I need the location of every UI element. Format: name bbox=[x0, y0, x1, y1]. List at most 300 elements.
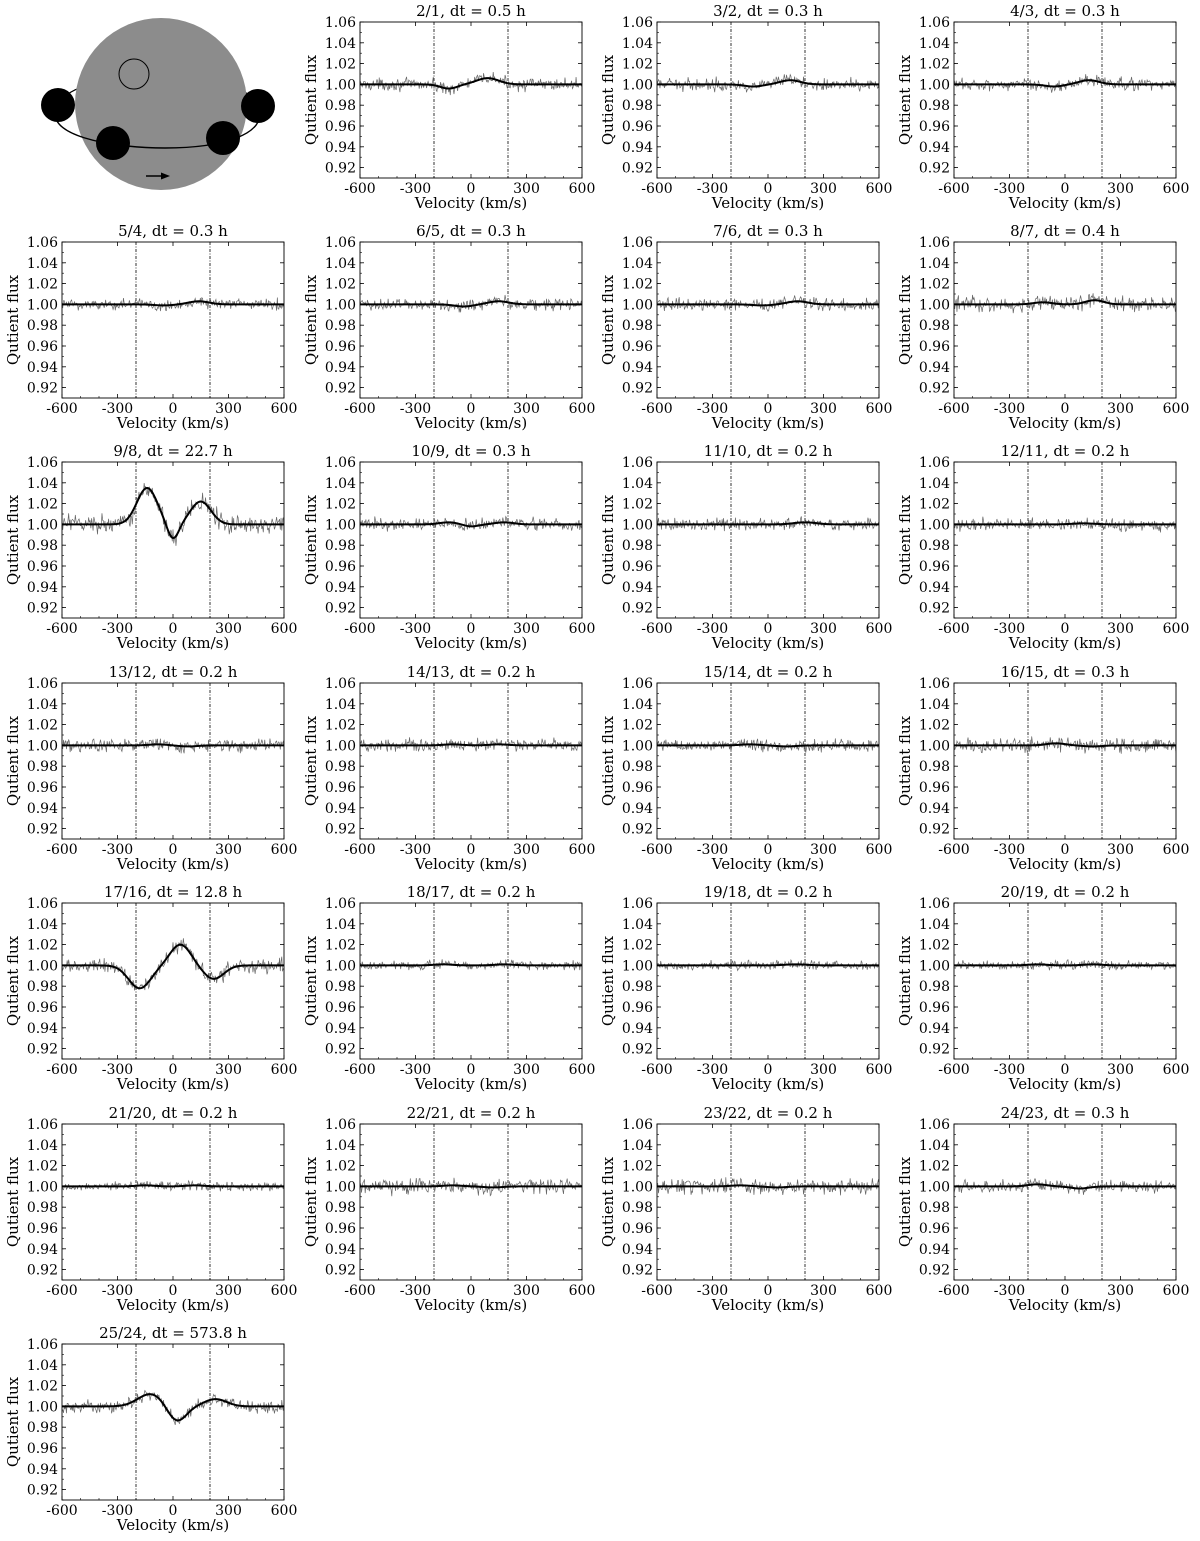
y-tick-label: 1.00 bbox=[26, 297, 58, 314]
x-tick-label: 300 bbox=[215, 1503, 242, 1519]
x-tick-label: -300 bbox=[399, 1062, 432, 1078]
y-tick-label: 0.98 bbox=[324, 759, 356, 776]
x-tick-label: 300 bbox=[215, 1283, 242, 1299]
y-tick-label: 1.06 bbox=[26, 235, 58, 251]
y-tick-label: 1.02 bbox=[918, 1158, 950, 1175]
y-tick-label: 0.92 bbox=[324, 600, 356, 617]
observed-quotient-spectrum bbox=[62, 938, 284, 990]
y-tick-label: 0.96 bbox=[621, 339, 653, 355]
y-tick-label: 1.00 bbox=[26, 1179, 58, 1196]
y-axis-label: Qutient flux bbox=[599, 494, 617, 586]
y-tick-label: 0.92 bbox=[621, 821, 653, 838]
x-tick-label: 300 bbox=[513, 1283, 540, 1299]
y-tick-label: 1.00 bbox=[621, 517, 653, 534]
y-axis-label: Qutient flux bbox=[4, 1156, 22, 1248]
y-tick-label: 0.96 bbox=[324, 1000, 356, 1016]
model-curve bbox=[954, 964, 1176, 965]
model-curve bbox=[657, 744, 879, 746]
y-tick-label: 1.02 bbox=[26, 1158, 58, 1175]
y-tick-label: 1.00 bbox=[621, 297, 653, 314]
y-tick-label: 1.02 bbox=[324, 1158, 356, 1175]
y-tick-label: 0.98 bbox=[918, 318, 950, 335]
y-tick-label: 0.92 bbox=[918, 1041, 950, 1058]
y-tick-label: 0.98 bbox=[324, 1200, 356, 1217]
y-tick-label: 1.00 bbox=[26, 738, 58, 755]
panel-title: 20/19, dt = 0.2 h bbox=[1000, 883, 1130, 901]
x-tick-label: 0 bbox=[168, 621, 178, 637]
y-tick-label: 0.92 bbox=[324, 1041, 356, 1058]
y-axis-label: Qutient flux bbox=[302, 1156, 320, 1248]
x-tick-label: 300 bbox=[1107, 401, 1134, 417]
x-tick-label: 0 bbox=[763, 842, 773, 858]
x-tick-label: -600 bbox=[46, 1062, 78, 1078]
y-axis-label: Qutient flux bbox=[4, 274, 22, 366]
y-tick-label: 0.94 bbox=[26, 359, 58, 376]
x-axis-label: Velocity (km/s) bbox=[1008, 634, 1122, 652]
y-tick-label: 1.06 bbox=[918, 896, 950, 912]
y-tick-label: 1.04 bbox=[324, 916, 356, 933]
spectrum-panel bbox=[896, 883, 1189, 1093]
x-axis-label: Velocity (km/s) bbox=[711, 194, 825, 212]
x-tick-label: -300 bbox=[993, 1062, 1026, 1078]
y-tick-label: 1.00 bbox=[324, 517, 356, 534]
x-tick-label: -600 bbox=[641, 621, 673, 637]
y-tick-label: 0.92 bbox=[621, 1041, 653, 1058]
y-tick-label: 0.94 bbox=[621, 1241, 653, 1258]
y-tick-label: 1.04 bbox=[26, 475, 58, 492]
y-tick-label: 1.06 bbox=[26, 676, 58, 692]
y-tick-label: 0.98 bbox=[324, 318, 356, 335]
spectrum-panel bbox=[599, 442, 892, 652]
x-tick-label: -300 bbox=[399, 401, 432, 417]
y-axis-label: Qutient flux bbox=[302, 54, 320, 146]
y-tick-label: 1.00 bbox=[621, 958, 653, 975]
y-tick-label: 1.06 bbox=[621, 15, 653, 31]
y-tick-label: 0.98 bbox=[26, 318, 58, 335]
y-tick-label: 0.94 bbox=[324, 1020, 356, 1037]
x-tick-label: 600 bbox=[1162, 401, 1190, 417]
x-axis-label: Velocity (km/s) bbox=[414, 414, 528, 432]
y-tick-label: 1.06 bbox=[324, 896, 356, 912]
x-tick-label: 0 bbox=[466, 621, 476, 637]
x-tick-label: 600 bbox=[270, 1503, 298, 1519]
y-tick-label: 1.06 bbox=[918, 15, 950, 31]
panel-frame bbox=[360, 1124, 582, 1280]
spectrum-panel bbox=[4, 1104, 297, 1314]
model-curve bbox=[360, 1185, 582, 1187]
y-tick-label: 1.02 bbox=[918, 717, 950, 734]
spectrum-panel bbox=[599, 222, 892, 432]
y-tick-label: 0.98 bbox=[918, 98, 950, 115]
x-tick-label: 600 bbox=[865, 842, 893, 858]
y-tick-label: 0.92 bbox=[621, 600, 653, 617]
y-tick-label: 1.06 bbox=[26, 1117, 58, 1133]
x-tick-label: 300 bbox=[513, 621, 540, 637]
x-tick-label: 0 bbox=[763, 1062, 773, 1078]
y-tick-label: 1.02 bbox=[621, 496, 653, 513]
x-tick-label: 600 bbox=[270, 621, 298, 637]
x-tick-label: 600 bbox=[865, 621, 893, 637]
y-axis-label: Qutient flux bbox=[599, 935, 617, 1027]
spectrum-panel bbox=[4, 883, 297, 1093]
y-tick-label: 0.94 bbox=[621, 139, 653, 156]
y-tick-label: 0.98 bbox=[324, 98, 356, 115]
y-tick-label: 1.06 bbox=[26, 1337, 58, 1353]
y-tick-label: 0.96 bbox=[324, 780, 356, 796]
spectrum-panel bbox=[4, 222, 297, 432]
x-tick-label: 600 bbox=[568, 181, 596, 197]
x-tick-label: 300 bbox=[810, 621, 837, 637]
x-axis-label: Velocity (km/s) bbox=[711, 1075, 825, 1093]
y-axis-label: Qutient flux bbox=[4, 715, 22, 807]
y-tick-label: 0.96 bbox=[26, 339, 58, 355]
y-tick-label: 0.92 bbox=[26, 600, 58, 617]
x-tick-label: 600 bbox=[1162, 842, 1190, 858]
panel-title: 7/6, dt = 0.3 h bbox=[713, 222, 823, 240]
y-tick-label: 0.92 bbox=[621, 1262, 653, 1279]
x-axis-label: Velocity (km/s) bbox=[1008, 194, 1122, 212]
panel-frame bbox=[954, 683, 1176, 839]
y-tick-label: 0.96 bbox=[324, 559, 356, 575]
spectrum-panel bbox=[4, 663, 297, 873]
x-tick-label: -300 bbox=[993, 621, 1026, 637]
y-tick-label: 0.94 bbox=[26, 1241, 58, 1258]
model-curve bbox=[954, 523, 1176, 524]
y-tick-label: 0.96 bbox=[324, 339, 356, 355]
y-tick-label: 1.04 bbox=[621, 1137, 653, 1154]
x-tick-label: 600 bbox=[568, 842, 596, 858]
x-tick-label: 600 bbox=[270, 1283, 298, 1299]
x-tick-label: 600 bbox=[1162, 181, 1190, 197]
y-tick-label: 1.06 bbox=[324, 235, 356, 251]
panel-frame bbox=[954, 22, 1176, 178]
panel-frame bbox=[954, 242, 1176, 398]
y-tick-label: 1.00 bbox=[621, 77, 653, 94]
y-tick-label: 0.96 bbox=[621, 1221, 653, 1237]
panel-title: 15/14, dt = 0.2 h bbox=[703, 663, 833, 681]
y-tick-label: 0.98 bbox=[621, 759, 653, 776]
y-tick-label: 0.94 bbox=[621, 359, 653, 376]
y-tick-label: 0.96 bbox=[621, 1000, 653, 1016]
y-tick-label: 1.06 bbox=[918, 1117, 950, 1133]
y-tick-label: 0.98 bbox=[324, 538, 356, 555]
x-tick-label: 600 bbox=[1162, 1283, 1190, 1299]
y-tick-label: 0.94 bbox=[621, 800, 653, 817]
x-tick-label: 600 bbox=[568, 1283, 596, 1299]
x-tick-label: -600 bbox=[46, 1283, 78, 1299]
y-tick-label: 1.06 bbox=[26, 896, 58, 912]
spectrum-panel bbox=[302, 1104, 595, 1314]
spectrum-panel bbox=[302, 222, 595, 432]
x-tick-label: -600 bbox=[938, 842, 970, 858]
y-axis-label: Qutient flux bbox=[4, 1376, 22, 1468]
y-tick-label: 1.02 bbox=[621, 717, 653, 734]
x-tick-label: 300 bbox=[215, 1062, 242, 1078]
spectrum-panel bbox=[599, 1104, 892, 1314]
y-tick-label: 1.04 bbox=[918, 35, 950, 52]
y-tick-label: 1.00 bbox=[918, 738, 950, 755]
panel-title: 11/10, dt = 0.2 h bbox=[703, 442, 833, 460]
y-axis-label: Qutient flux bbox=[599, 715, 617, 807]
x-tick-label: 0 bbox=[466, 1062, 476, 1078]
y-axis-label: Qutient flux bbox=[896, 274, 914, 366]
y-tick-label: 1.00 bbox=[26, 958, 58, 975]
x-axis-label: Velocity (km/s) bbox=[414, 634, 528, 652]
x-tick-label: 0 bbox=[168, 401, 178, 417]
spectrum-panel bbox=[599, 2, 892, 212]
y-tick-label: 1.04 bbox=[26, 1137, 58, 1154]
y-tick-label: 1.04 bbox=[918, 255, 950, 272]
panel-frame bbox=[62, 242, 284, 398]
x-tick-label: -300 bbox=[993, 181, 1026, 197]
x-axis-label: Velocity (km/s) bbox=[1008, 1296, 1122, 1314]
y-tick-label: 1.06 bbox=[621, 235, 653, 251]
y-tick-label: 0.96 bbox=[26, 1221, 58, 1237]
x-axis-label: Velocity (km/s) bbox=[116, 1296, 230, 1314]
x-axis-label: Velocity (km/s) bbox=[1008, 1075, 1122, 1093]
x-tick-label: -600 bbox=[46, 842, 78, 858]
y-tick-label: 0.94 bbox=[918, 1241, 950, 1258]
x-tick-label: 0 bbox=[168, 1283, 178, 1299]
x-axis-label: Velocity (km/s) bbox=[711, 634, 825, 652]
observed-quotient-spectrum bbox=[657, 74, 879, 92]
x-axis-label: Velocity (km/s) bbox=[414, 855, 528, 873]
x-tick-label: -300 bbox=[696, 1283, 729, 1299]
y-tick-label: 0.96 bbox=[918, 1000, 950, 1016]
x-tick-label: -300 bbox=[101, 842, 134, 858]
panel-frame bbox=[954, 462, 1176, 618]
x-tick-label: 600 bbox=[865, 181, 893, 197]
panel-title: 25/24, dt = 573.8 h bbox=[99, 1324, 247, 1342]
y-tick-label: 1.04 bbox=[621, 35, 653, 52]
y-tick-label: 0.92 bbox=[621, 160, 653, 177]
y-tick-label: 1.02 bbox=[918, 276, 950, 293]
y-tick-label: 0.92 bbox=[324, 1262, 356, 1279]
observed-quotient-spectrum bbox=[62, 483, 284, 546]
y-tick-label: 1.00 bbox=[324, 297, 356, 314]
panel-title: 14/13, dt = 0.2 h bbox=[406, 663, 536, 681]
y-axis-label: Qutient flux bbox=[896, 935, 914, 1027]
y-tick-label: 0.96 bbox=[26, 1441, 58, 1457]
x-tick-label: -600 bbox=[344, 621, 376, 637]
panel-frame bbox=[954, 1124, 1176, 1280]
model-curve bbox=[657, 301, 879, 305]
y-tick-label: 1.04 bbox=[918, 1137, 950, 1154]
y-tick-label: 0.96 bbox=[918, 1221, 950, 1237]
panel-title: 24/23, dt = 0.3 h bbox=[1000, 1104, 1130, 1122]
y-tick-label: 1.00 bbox=[324, 738, 356, 755]
x-tick-label: 300 bbox=[513, 1062, 540, 1078]
panel-title: 5/4, dt = 0.3 h bbox=[118, 222, 228, 240]
y-tick-label: 0.92 bbox=[26, 1482, 58, 1499]
x-tick-label: 600 bbox=[1162, 1062, 1190, 1078]
x-tick-label: 600 bbox=[270, 842, 298, 858]
y-tick-label: 1.00 bbox=[324, 77, 356, 94]
y-tick-label: 0.92 bbox=[324, 160, 356, 177]
y-tick-label: 1.02 bbox=[26, 496, 58, 513]
model-curve bbox=[360, 964, 582, 965]
y-tick-label: 1.04 bbox=[621, 696, 653, 713]
y-tick-label: 1.02 bbox=[324, 496, 356, 513]
y-tick-label: 0.96 bbox=[918, 339, 950, 355]
y-axis-label: Qutient flux bbox=[896, 1156, 914, 1248]
y-tick-label: 0.94 bbox=[26, 1020, 58, 1037]
panel-frame bbox=[657, 22, 879, 178]
panel-frame bbox=[954, 903, 1176, 1059]
model-curve bbox=[62, 744, 284, 746]
y-tick-label: 0.94 bbox=[621, 1020, 653, 1037]
x-tick-label: 600 bbox=[865, 401, 893, 417]
y-axis-label: Qutient flux bbox=[302, 715, 320, 807]
y-tick-label: 1.02 bbox=[26, 937, 58, 954]
x-tick-label: 300 bbox=[1107, 842, 1134, 858]
y-tick-label: 0.92 bbox=[26, 1041, 58, 1058]
y-tick-label: 1.00 bbox=[324, 958, 356, 975]
y-tick-label: 1.04 bbox=[324, 1137, 356, 1154]
model-curve bbox=[657, 964, 879, 965]
y-tick-label: 1.02 bbox=[918, 496, 950, 513]
x-tick-label: 600 bbox=[865, 1062, 893, 1078]
y-tick-label: 1.06 bbox=[621, 676, 653, 692]
y-tick-label: 0.92 bbox=[621, 380, 653, 397]
x-tick-label: 0 bbox=[1060, 181, 1070, 197]
x-tick-label: -600 bbox=[938, 181, 970, 197]
x-tick-label: 0 bbox=[168, 1062, 178, 1078]
x-tick-label: 300 bbox=[1107, 621, 1134, 637]
y-axis-label: Qutient flux bbox=[599, 274, 617, 366]
y-tick-label: 0.92 bbox=[918, 1262, 950, 1279]
y-tick-label: 0.96 bbox=[26, 559, 58, 575]
y-tick-label: 0.98 bbox=[26, 979, 58, 996]
panel-title: 13/12, dt = 0.2 h bbox=[108, 663, 238, 681]
x-tick-label: -300 bbox=[101, 1503, 134, 1519]
x-tick-label: -300 bbox=[399, 842, 432, 858]
panel-title: 6/5, dt = 0.3 h bbox=[416, 222, 526, 240]
x-axis-label: Velocity (km/s) bbox=[414, 194, 528, 212]
y-tick-label: 1.04 bbox=[324, 696, 356, 713]
x-tick-label: -600 bbox=[641, 1283, 673, 1299]
x-tick-label: -600 bbox=[938, 1062, 970, 1078]
y-tick-label: 1.04 bbox=[26, 1357, 58, 1374]
y-tick-label: 0.94 bbox=[324, 579, 356, 596]
y-tick-label: 0.94 bbox=[918, 1020, 950, 1037]
y-tick-label: 0.96 bbox=[918, 559, 950, 575]
panel-title: 4/3, dt = 0.3 h bbox=[1010, 2, 1120, 20]
y-tick-label: 1.00 bbox=[26, 517, 58, 534]
y-tick-label: 0.96 bbox=[324, 119, 356, 135]
x-tick-label: 0 bbox=[466, 401, 476, 417]
y-tick-label: 0.94 bbox=[621, 579, 653, 596]
model-curve bbox=[62, 1394, 284, 1420]
y-tick-label: 0.94 bbox=[918, 579, 950, 596]
y-tick-label: 1.04 bbox=[324, 35, 356, 52]
y-axis-label: Qutient flux bbox=[4, 494, 22, 586]
observed-quotient-spectrum bbox=[954, 293, 1176, 313]
y-tick-label: 1.02 bbox=[621, 56, 653, 73]
x-axis-label: Velocity (km/s) bbox=[414, 1075, 528, 1093]
y-tick-label: 0.98 bbox=[26, 1200, 58, 1217]
y-tick-label: 0.92 bbox=[26, 380, 58, 397]
y-tick-label: 1.06 bbox=[324, 15, 356, 31]
panel-title: 19/18, dt = 0.2 h bbox=[703, 883, 833, 901]
x-tick-label: 0 bbox=[763, 1283, 773, 1299]
x-tick-label: -300 bbox=[101, 621, 134, 637]
y-tick-label: 0.98 bbox=[918, 759, 950, 776]
y-tick-label: 0.96 bbox=[918, 119, 950, 135]
model-curve bbox=[62, 1185, 284, 1186]
x-tick-label: 600 bbox=[568, 1062, 596, 1078]
x-tick-label: 0 bbox=[1060, 401, 1070, 417]
panel-title: 12/11, dt = 0.2 h bbox=[1000, 442, 1130, 460]
y-tick-label: 0.96 bbox=[918, 780, 950, 796]
panel-frame bbox=[62, 462, 284, 618]
x-tick-label: -300 bbox=[993, 1283, 1026, 1299]
x-tick-label: 600 bbox=[1162, 621, 1190, 637]
y-tick-label: 1.02 bbox=[918, 937, 950, 954]
x-tick-label: -300 bbox=[399, 181, 432, 197]
spectrum-panel bbox=[302, 663, 595, 873]
y-tick-label: 1.02 bbox=[621, 1158, 653, 1175]
spectrum-panel bbox=[599, 663, 892, 873]
y-tick-label: 0.98 bbox=[621, 98, 653, 115]
y-tick-label: 0.94 bbox=[26, 800, 58, 817]
panel-frame bbox=[62, 1124, 284, 1280]
x-tick-label: 0 bbox=[1060, 1283, 1070, 1299]
y-axis-label: Qutient flux bbox=[599, 54, 617, 146]
y-tick-label: 0.92 bbox=[324, 821, 356, 838]
y-tick-label: 1.06 bbox=[621, 1117, 653, 1133]
y-tick-label: 1.02 bbox=[621, 276, 653, 293]
x-tick-label: -300 bbox=[696, 181, 729, 197]
x-tick-label: -600 bbox=[641, 842, 673, 858]
spectrum-panel bbox=[896, 2, 1189, 212]
y-tick-label: 1.04 bbox=[26, 696, 58, 713]
spectrum-panel bbox=[896, 442, 1189, 652]
panel-frame bbox=[657, 683, 879, 839]
x-tick-label: 300 bbox=[810, 842, 837, 858]
y-axis-label: Qutient flux bbox=[896, 715, 914, 807]
y-tick-label: 0.96 bbox=[324, 1221, 356, 1237]
y-tick-label: 0.94 bbox=[26, 579, 58, 596]
y-tick-label: 1.02 bbox=[324, 56, 356, 73]
panel-frame bbox=[360, 242, 582, 398]
panel-title: 8/7, dt = 0.4 h bbox=[1010, 222, 1120, 240]
x-tick-label: 300 bbox=[810, 1283, 837, 1299]
x-tick-label: -300 bbox=[993, 401, 1026, 417]
y-tick-label: 0.98 bbox=[26, 1420, 58, 1437]
x-axis-label: Velocity (km/s) bbox=[116, 855, 230, 873]
x-tick-label: 0 bbox=[168, 842, 178, 858]
y-tick-label: 1.00 bbox=[918, 958, 950, 975]
y-tick-label: 0.98 bbox=[26, 759, 58, 776]
panel-title: 22/21, dt = 0.2 h bbox=[406, 1104, 536, 1122]
x-tick-label: -600 bbox=[344, 1283, 376, 1299]
x-axis-label: Velocity (km/s) bbox=[1008, 414, 1122, 432]
y-tick-label: 1.06 bbox=[324, 676, 356, 692]
y-tick-label: 0.94 bbox=[26, 1461, 58, 1478]
y-tick-label: 1.00 bbox=[26, 1399, 58, 1416]
spectrum-panel bbox=[4, 442, 297, 652]
x-tick-label: 0 bbox=[466, 1283, 476, 1299]
y-tick-label: 0.96 bbox=[621, 559, 653, 575]
panel-title: 23/22, dt = 0.2 h bbox=[703, 1104, 833, 1122]
spectrum-panel bbox=[4, 1324, 297, 1534]
y-tick-label: 0.98 bbox=[621, 979, 653, 996]
y-tick-label: 0.96 bbox=[621, 780, 653, 796]
x-tick-label: 300 bbox=[1107, 181, 1134, 197]
panel-title: 17/16, dt = 12.8 h bbox=[103, 883, 243, 901]
panel-title: 10/9, dt = 0.3 h bbox=[411, 442, 531, 460]
